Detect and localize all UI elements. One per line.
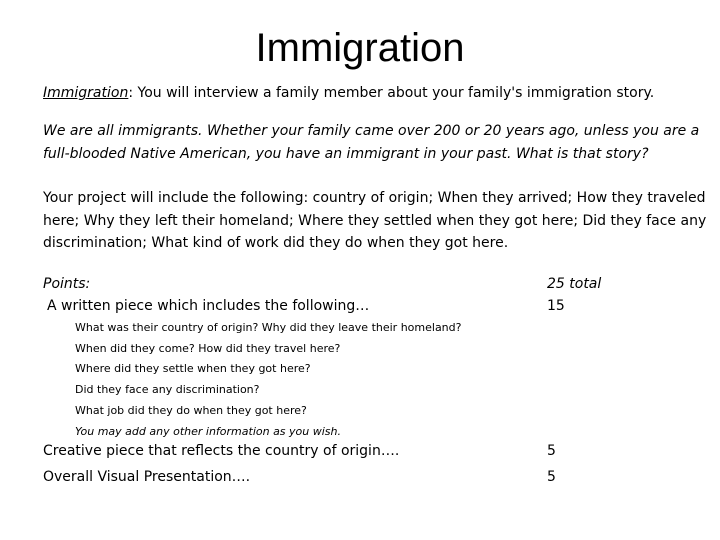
list-item: Did they face any discrimination?	[75, 383, 260, 397]
project-requirements-paragraph: Your project will include the following: country of origin; When they arrived; How they traveled here; Why they left their homeland; Where they settled when they got here; Did they face any discrimination; What kind of work did they do when they got here.	[43, 190, 707, 251]
page-title: Immigration	[255, 26, 465, 70]
list-item: What job did they do when they got here?	[75, 403, 307, 417]
points-total: 25 total	[547, 276, 602, 292]
written-piece-requirements	[75, 318, 461, 442]
list-item: You may add any other information as you wish.	[75, 424, 341, 438]
intro-text: : You will interview a family member about your family's immigration story.	[128, 85, 655, 101]
points-label: Points:	[43, 276, 91, 292]
description-paragraph: We are all immigrants. Whether your family came over 200 or 20 years ago, unless you are a full-blooded Native American, you have an immigrant in your past. What is that story?	[43, 123, 700, 162]
intro-line	[43, 82, 713, 104]
visual-presentation-label: Overall Visual Presentation….	[43, 469, 251, 485]
list-item: When did they come? How did they travel here?	[75, 341, 341, 355]
creative-piece-points: 5	[547, 443, 556, 459]
list-item: Where did they settle when they got here?	[75, 362, 311, 376]
list-item: What was their country of origin? Why did they leave their homeland?	[75, 321, 462, 334]
intro-label: Immigration	[43, 85, 129, 101]
written-piece-label: A written piece which includes the following…	[47, 298, 370, 314]
written-piece-points: 15	[547, 298, 565, 314]
visual-presentation-points: 5	[547, 469, 556, 485]
creative-piece-label: Creative piece that reflects the country of origin….	[43, 443, 400, 459]
